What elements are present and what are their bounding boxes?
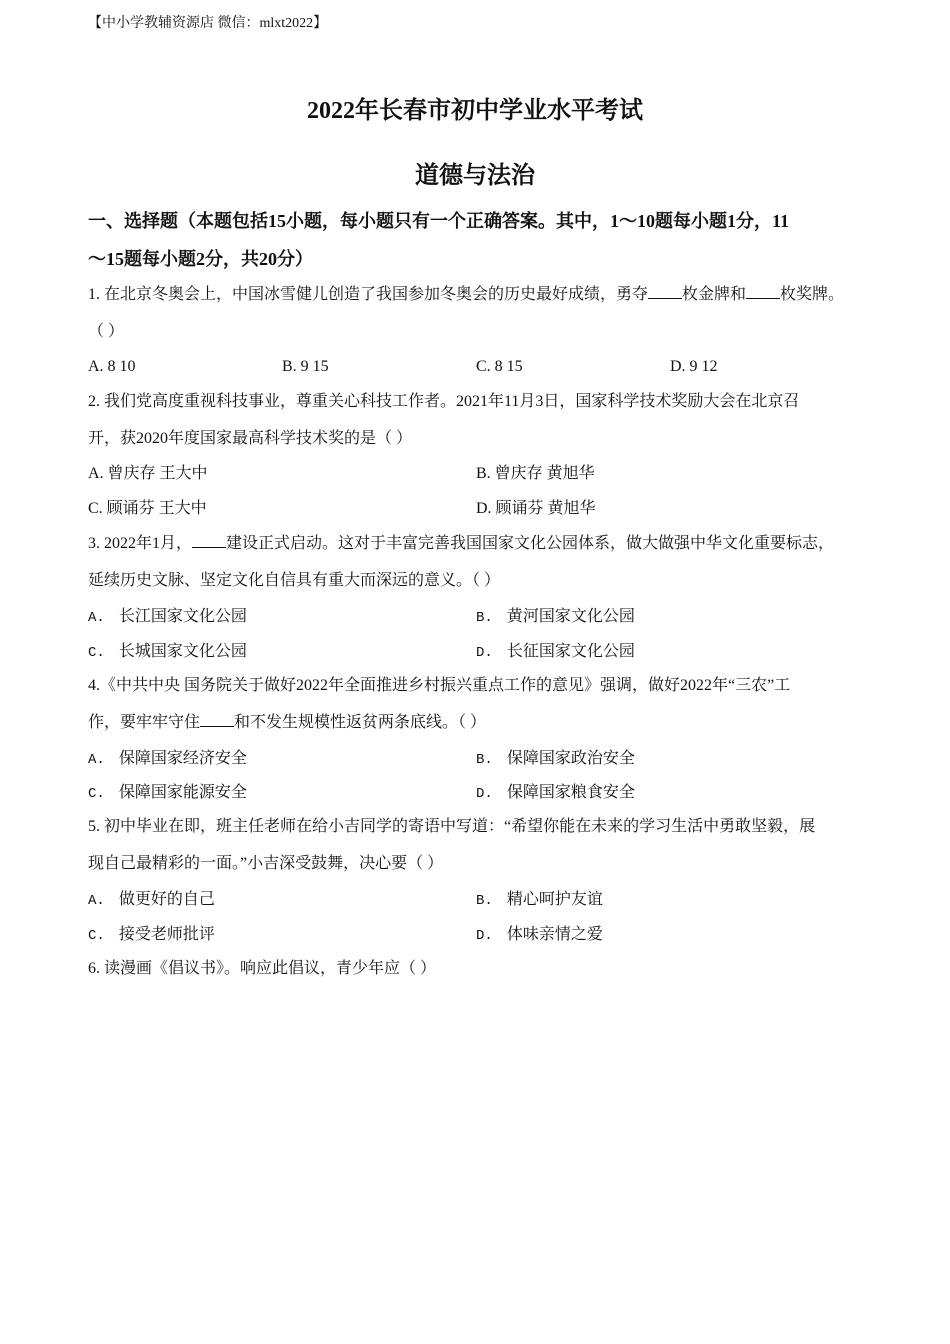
question-3-line1: [88, 533, 834, 555]
answer-blank: [648, 284, 682, 299]
option-text: 接受老师批评: [118, 926, 215, 943]
question-4-line1: 4.《中共中央 国务院关于做好2022年全面推进乡村振兴重点工作的意见》强调，做好2022年“三农”工: [88, 677, 791, 694]
option-text: 黄河国家文化公园: [506, 608, 635, 625]
question-6-line1: 6. 读漫画《倡议书》。响应此倡议，青少年应（ ）: [88, 960, 437, 977]
section-heading-line1: 一、选择题（本题包括15小题，每小题只有一个正确答案。其中，1～10题每小题1分，11: [88, 211, 790, 231]
option-text: 保障国家政治安全: [506, 750, 635, 767]
question-5-option-a: [88, 889, 215, 912]
question-1-paren: （ ）: [88, 323, 125, 340]
option-letter: B.: [476, 752, 493, 768]
option-letter: D.: [476, 786, 493, 802]
option-text: 保障国家经济安全: [118, 750, 247, 767]
question-5-option-b: [476, 889, 603, 912]
option-text: 长江国家文化公园: [118, 608, 247, 625]
question-3-option-c: [88, 641, 247, 664]
option-letter: C.: [88, 786, 105, 802]
question-2-option-a: A. 曾庆存 王大中: [88, 465, 208, 482]
question-4-option-c: [88, 782, 247, 805]
question-5-option-c: [88, 924, 215, 947]
option-text: 长城国家文化公园: [118, 643, 247, 660]
question-5-line2: 现自己最精彩的一面。”小吉深受鼓舞，决心要（ ）: [88, 855, 444, 872]
option-text: 做更好的自己: [118, 891, 215, 908]
option-letter: A.: [88, 752, 105, 768]
question-2-line1: 2. 我们党高度重视科技事业，尊重关心科技工作者。2021年11月3日，国家科学技术奖励大会在北京召: [88, 393, 800, 410]
question-1-option-b: B. 9 15: [282, 358, 329, 375]
question-1-text: [88, 284, 844, 306]
option-text: 精心呵护友谊: [506, 891, 603, 908]
question-1-option-a: A. 8 10: [88, 358, 136, 375]
section-heading-line2: ～15题每小题2分，共20分）: [88, 249, 313, 269]
question-3-option-b: [476, 606, 635, 629]
question-4-text-part1: 作，要牢牢守住: [88, 714, 201, 731]
option-letter: A.: [88, 610, 105, 626]
option-letter: B.: [476, 610, 493, 626]
option-letter: B.: [476, 893, 493, 909]
question-3-text-part1: 3. 2022年1月，: [88, 535, 193, 552]
answer-blank: [200, 712, 234, 727]
question-2-option-b: B. 曾庆存 黄旭华: [476, 465, 595, 482]
section-heading: [88, 202, 868, 278]
question-5-line1: 5. 初中毕业在即，班主任老师在给小吉同学的寄语中写道：“希望你能在未来的学习生活中勇敢坚毅，展: [88, 818, 816, 835]
question-3-text-part2: 建设正式启动。这对于丰富完善我国国家文化公园体系，做大做强中华文化重要标志，: [226, 535, 835, 552]
option-letter: C.: [88, 928, 105, 944]
question-1-option-d: D. 9 12: [670, 358, 718, 375]
question-4-option-d: [476, 782, 635, 805]
question-1-option-c: C. 8 15: [476, 358, 523, 375]
question-4-line2: [88, 712, 486, 734]
page-title: 2022年长春市初中学业水平考试: [307, 98, 643, 124]
question-3-option-a: [88, 606, 247, 629]
question-4-option-b: [476, 748, 635, 771]
question-1-text-part2: 枚金牌和: [682, 286, 747, 303]
question-5-option-d: [476, 924, 603, 947]
question-3-option-d: [476, 641, 635, 664]
option-letter: C.: [88, 645, 105, 661]
question-2-option-d: D. 顾诵芬 黄旭华: [476, 500, 596, 517]
option-text: 长征国家文化公园: [506, 643, 635, 660]
page-subtitle: 道德与法治: [415, 163, 535, 189]
option-text: 保障国家能源安全: [118, 784, 247, 801]
option-text: 体味亲情之爱: [506, 926, 603, 943]
question-1-text-part3: 枚奖牌。: [780, 286, 845, 303]
answer-blank: [192, 533, 226, 548]
question-4-option-a: [88, 748, 247, 771]
option-letter: D.: [476, 645, 493, 661]
question-4-text-part2: 和不发生规模性返贫两条底线。（ ）: [234, 714, 487, 731]
option-letter: A.: [88, 893, 105, 909]
option-text: 保障国家粮食安全: [506, 784, 635, 801]
header-note: 【中小学教辅资源店 微信：mlxt2022】: [88, 16, 328, 31]
question-1-text-part1: 1. 在北京冬奥会上，中国冰雪健儿创造了我国参加冬奥会的历史最好成绩，勇夺: [88, 286, 649, 303]
option-letter: D.: [476, 928, 493, 944]
question-2-line2: 开，获2020年度国家最高科学技术奖的是（ ）: [88, 430, 413, 447]
question-3-line2: 延续历史文脉、坚定文化自信具有重大而深远的意义。（ ）: [88, 572, 501, 589]
question-2-option-c: C. 顾诵芬 王大中: [88, 500, 207, 517]
answer-blank: [746, 284, 780, 299]
